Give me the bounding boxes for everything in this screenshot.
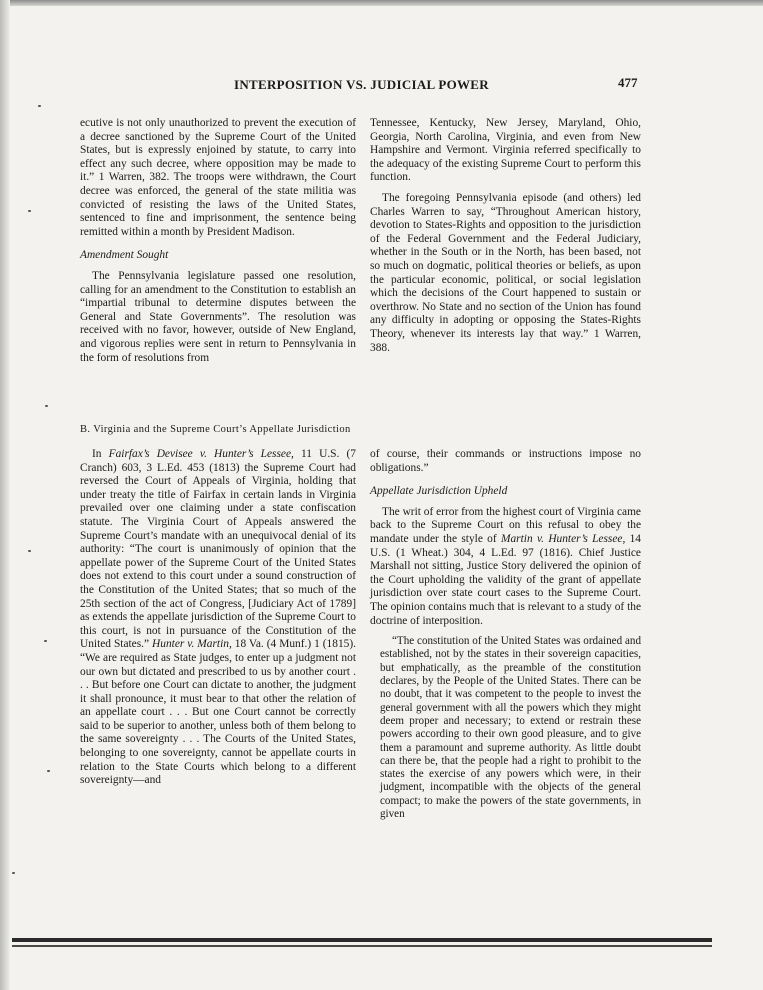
lower-left-column xyxy=(80,448,356,795)
section-heading: B. Virginia and the Supreme Court’s Appellate Jurisdiction xyxy=(80,424,351,435)
case-name: Fairfax’s Devisee v. Hunter’s Lessee, xyxy=(108,448,294,460)
upper-left-column xyxy=(80,117,356,372)
subheading-appellate-jurisdiction-upheld: Appellate Jurisdiction Upheld xyxy=(370,485,508,498)
scan-edge-top xyxy=(0,0,763,6)
paragraph: Tennessee, Kentucky, New Jersey, Maryland, Ohio, Georgia, North Carolina, Virginia, and even from New Hampshire and Vermont. Virginia referred specifically to the adequacy of the existing Supreme Court to perform this function. xyxy=(370,117,641,184)
scan-edge-left xyxy=(0,0,10,990)
block-quote: “The constitution of the United States was ordained and established, not by the states in their sovereign capacities, but emphatically, as the preamble of the constitution declares, by the People of the United States. There can be no doubt, that it was competent to the people to invest the general government with all the powers which they might deem proper and necessary; to extend or restrain these powers according to their own good pleasure, and to give them a paramount and supreme authority. As little doubt can there be, that the people had a right to prohibit to the states the exercise of any powers which were, in their judgment, incompatible with the objects of the general compact; to make the powers of the state governments, in given xyxy=(380,635,641,820)
scan-speck xyxy=(44,640,47,642)
scan-speck xyxy=(28,210,31,212)
lower-right-column xyxy=(370,448,641,821)
text: The writ of error from the highest court of Virginia came back to the Supreme Court on this refusal to obey the mandate under the style of xyxy=(370,505,641,545)
text: 14 U.S. (1 Wheat.) 304, 4 L.Ed. 97 (1816). Chief Justice Marshall not sitting, Justice Story delivered the opinion of the Court upholding the validity of the grant of appellate jurisdiction over state court cases to the Supreme Court. The opinion contains much that is relevant to a study of the doctrine of interposition. xyxy=(370,532,641,627)
paragraph xyxy=(370,506,641,628)
case-name: Hunter v. Martin, xyxy=(152,638,232,651)
scan-speck xyxy=(45,405,48,407)
scan-speck xyxy=(47,770,50,772)
paragraph: ecutive is not only unauthorized to prevent the execution of a decree sanctioned by the Supreme Court of the United States, but is expressly enjoined by statute, to carry into effect any such decree, where opposition may be made to it.” 1 Warren, 382. The troops were withdrawn, the Court decree was enforced, the general of the state militia was convicted of resisting the laws of the United States, sentenced to fine and imprisonment, the sentence being remitted within a month by President Madison. xyxy=(80,117,356,238)
scan-speck xyxy=(28,550,31,552)
paragraph: of course, their commands or instructions impose no obligations.” xyxy=(370,448,641,474)
text-prefix: In xyxy=(92,448,102,460)
paragraph: The foregoing Pennsylvania episode (and others) led Charles Warren to say, “Throughout American history, devotion to States-Rights and opposition to the jurisdiction of the Federal Government and the Federal Judiciary, whether in the South or in the North, has been based, not so much on dogmatic, political theories or beliefs, as upon the particular economic, political, or social legislation which the decisions of the Court happened to sustain or overthrow. No State and no section of the Union has found any difficulty in adopting or opposing the States-Rights Theory, whenever its interests lay that way.” 1 Warren, 388. xyxy=(370,191,641,354)
scan-speck xyxy=(38,105,41,107)
paragraph xyxy=(80,448,356,788)
upper-right-column xyxy=(370,117,641,362)
case-name: Martin v. Hunter’s Lessee, xyxy=(501,532,626,545)
page-number: 477 xyxy=(618,75,638,90)
paragraph: The Pennsylvania legislature passed one resolution, calling for an amendment to the Constitution to establish an “impartial tribunal to determine disputes between the General and State Governments”. The resolution was received with no favor, however, outside of New England, and vigorous replies were sent in return to Pennsylvania in the form of resolutions from xyxy=(80,269,356,364)
bottom-rule-thin xyxy=(12,945,712,947)
running-head: INTERPOSITION VS. JUDICIAL POWER xyxy=(234,77,489,92)
text: 11 U.S. (7 Cranch) 603, 3 L.Ed. 453 (1813) the Supreme Court had reversed the Court of Appeals of Virginia, holding that under treaty the title of Fairfax in certain lands in Virginia prevailed over one claiming under a state confiscation statute. The Virginia Court of Appeals answered the Supreme Court’s mandate with an unequivocal denial of its authority: “The court is unanimously of opinion that the appellate power of the Supreme Court of the United States does not extend to this court under a sound construction of the Constitution of the United States; that so much of the 25th section of the act of Congress, [Judiciary Act of 1789] as extends the appellate jurisdiction of the Supreme Court to this court, is not in pursuance of the Constitution of the United States.” xyxy=(80,448,356,651)
text: 18 Va. (4 Munf.) 1 (1815). “We are required as State judges, to enter up a judgment not our own but dictated and prescribed to us by another court . . . But before one Court can dictate to another, the judgment it shall pronounce, it must bear to that other the relation of an appellate court . . . But one Court cannot be correctly said to be superior to another, unless both of them belong to the same sovereignty . . . The Courts of the United States, belonging to one sovereignty, cannot be appellate courts in relation to the State Courts which belong to a different sovereignty—and xyxy=(80,638,356,787)
subheading-amendment-sought: Amendment Sought xyxy=(80,249,169,262)
scan-speck xyxy=(12,872,15,874)
bottom-rule xyxy=(12,938,712,942)
